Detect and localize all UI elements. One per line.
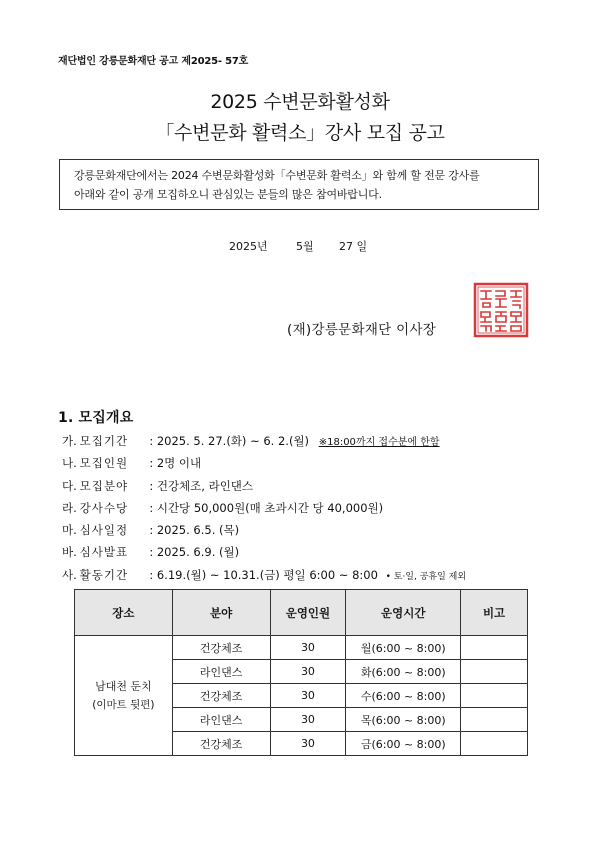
remark-cell [461, 732, 528, 756]
overview-list [62, 430, 466, 586]
count-cell: 30 [270, 684, 346, 708]
header-place: 장소 [75, 590, 173, 636]
remark-cell [461, 708, 528, 732]
table-header-row [75, 590, 528, 636]
item-label: 모집기간 [79, 434, 129, 448]
count-cell: 30 [270, 708, 346, 732]
remark-cell [461, 660, 528, 684]
table-row [75, 636, 528, 660]
item-marker: 가. [62, 434, 77, 448]
place-cell [75, 636, 173, 756]
item-value: : 2명 이내 [149, 456, 202, 471]
time-cell: 금(6:00 ~ 8:00) [346, 732, 461, 756]
header-field: 분야 [172, 590, 270, 636]
count-cell: 30 [270, 660, 346, 684]
list-item [62, 475, 466, 497]
header-time: 운영시간 [346, 590, 461, 636]
item-value: : 건강체조, 라인댄스 [149, 478, 254, 493]
time-cell: 목(6:00 ~ 8:00) [346, 708, 461, 732]
item-marker: 사. [62, 567, 77, 582]
item-label: 모집인원 [79, 456, 129, 471]
field-cell: 건강체조 [172, 636, 270, 660]
item-marker: 다. [62, 478, 77, 493]
item-marker: 라. [62, 500, 77, 515]
item-marker: 나. [62, 456, 77, 471]
item-marker: 바. [62, 545, 77, 560]
intro-line-2: 아래와 같이 공개 모집하오니 관심있는 분들의 많은 참여바랍니다. [74, 188, 382, 201]
remark-cell [461, 684, 528, 708]
time-cell: 화(6:00 ~ 8:00) [346, 660, 461, 684]
holiday-note: • 토·일, 공휴일 제외 [385, 571, 467, 582]
item-label: 모집분야 [79, 478, 129, 493]
list-item [62, 541, 466, 563]
item-value: : 2025. 5. 27.(화) ~ 6. 2.(월) [149, 434, 310, 448]
item-value: : 시간당 50,000원(매 초과시간 당 40,000원) [149, 500, 384, 515]
field-cell: 라인댄스 [172, 660, 270, 684]
list-item [62, 564, 466, 586]
count-cell: 30 [270, 732, 346, 756]
date-day: 27 일 [339, 240, 368, 253]
header-remark: 비고 [461, 590, 528, 636]
intro-box [59, 159, 539, 210]
place-name: 남대천 둔치 [95, 679, 152, 693]
deadline-note: ※18:00까지 접수분에 한함 [318, 437, 440, 448]
list-item [62, 430, 466, 452]
header-count: 운영인원 [270, 590, 346, 636]
item-label: 심사일정 [79, 523, 129, 538]
list-item [62, 497, 466, 519]
item-marker: 마. [62, 523, 77, 538]
item-label: 활동기간 [79, 567, 129, 582]
list-item [62, 519, 466, 541]
official-seal-icon [473, 282, 529, 338]
item-label: 강사수당 [79, 500, 129, 515]
field-cell: 건강체조 [172, 732, 270, 756]
place-sub: (이마트 뒷편) [92, 698, 155, 711]
time-cell: 수(6:00 ~ 8:00) [346, 684, 461, 708]
schedule-table [74, 589, 528, 756]
title-line-2: 「수변문화 활력소」강사 모집 공고 [155, 122, 445, 144]
remark-cell [461, 636, 528, 660]
time-cell: 월(6:00 ~ 8:00) [346, 636, 461, 660]
item-value: : 2025. 6.5. (목) [149, 523, 240, 538]
title-line-1: 2025 수변문화활성화 [210, 91, 390, 113]
count-cell: 30 [270, 636, 346, 660]
field-cell: 건강체조 [172, 684, 270, 708]
item-value: : 6.19.(월) ~ 10.31.(금) 평일 6:00 ~ 8:00 [149, 567, 378, 582]
item-label: 심사발표 [79, 545, 129, 560]
signer: (재)강릉문화재단 이사장 [287, 322, 437, 338]
intro-line-1: 강릉문화재단에서는 2024 수변문화활성화「수변문화 활력소」와 함께 할 전문 강사를 [74, 169, 480, 182]
field-cell: 라인댄스 [172, 708, 270, 732]
item-value: : 2025. 6.9. (월) [149, 545, 240, 560]
date-year: 2025년 [229, 240, 268, 253]
date-month: 5월 [296, 240, 314, 253]
notice-number: 재단법인 강릉문화재단 공고 제2025- 57호 [58, 56, 249, 67]
section-title: 1. 모집개요 [58, 410, 134, 426]
list-item [62, 452, 466, 474]
